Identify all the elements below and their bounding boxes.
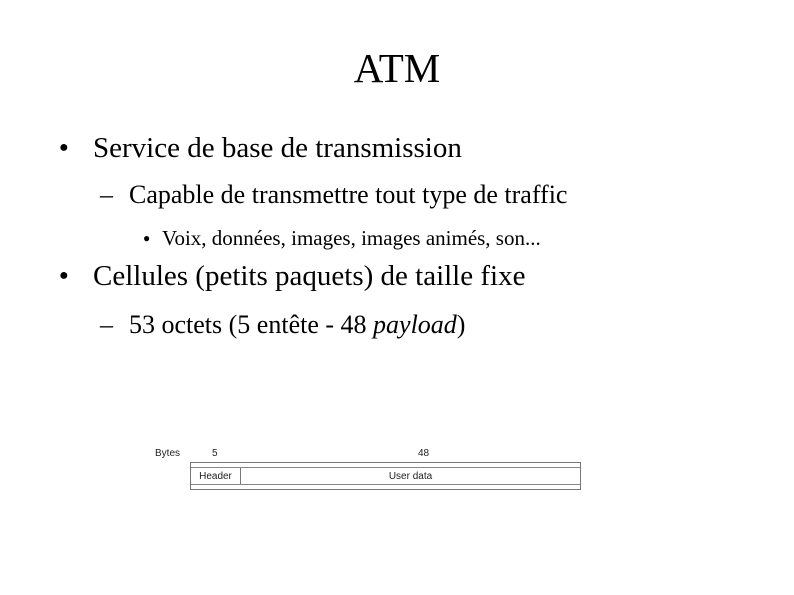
header-size-label: 5 bbox=[212, 448, 218, 459]
bullet-cellules bbox=[59, 259, 526, 293]
sub-bullet-text: Capable de transmettre tout type de traffic bbox=[129, 180, 568, 209]
header-field-label: Header bbox=[199, 470, 232, 482]
sub-bullet-octets bbox=[100, 310, 466, 340]
sub-sub-bullet-text: Voix, données, images, images animés, son... bbox=[162, 226, 541, 250]
bullet-text: Service de base de transmission bbox=[93, 132, 462, 164]
user-data-field-label: User data bbox=[388, 470, 433, 482]
dash-icon: – bbox=[100, 180, 113, 209]
user-data-field bbox=[241, 468, 580, 484]
bullet-text: Cellules (petits paquets) de taille fixe bbox=[93, 260, 526, 292]
bullet-dot-icon: ● bbox=[143, 231, 151, 245]
data-size-label: 48 bbox=[418, 448, 430, 459]
dash-icon: – bbox=[100, 310, 113, 339]
sub-bullet-text-after: ) bbox=[456, 310, 466, 339]
cell-box bbox=[190, 462, 581, 490]
header-field bbox=[191, 468, 241, 484]
slide-title: ATM bbox=[353, 45, 441, 91]
bullet-dot-icon: ● bbox=[59, 267, 69, 284]
atm-cell-diagram bbox=[155, 446, 595, 496]
cell-inner bbox=[191, 467, 580, 485]
sub-bullet-capable bbox=[100, 180, 568, 210]
bullet-dot-icon: ● bbox=[59, 139, 69, 156]
sub-sub-bullet-voix bbox=[143, 225, 541, 251]
sub-bullet-text-before: 53 octets (5 entête - 48 bbox=[129, 310, 374, 339]
bytes-label: Bytes bbox=[155, 448, 181, 459]
payload-word: payload bbox=[373, 310, 457, 339]
bullet-service bbox=[59, 131, 462, 165]
